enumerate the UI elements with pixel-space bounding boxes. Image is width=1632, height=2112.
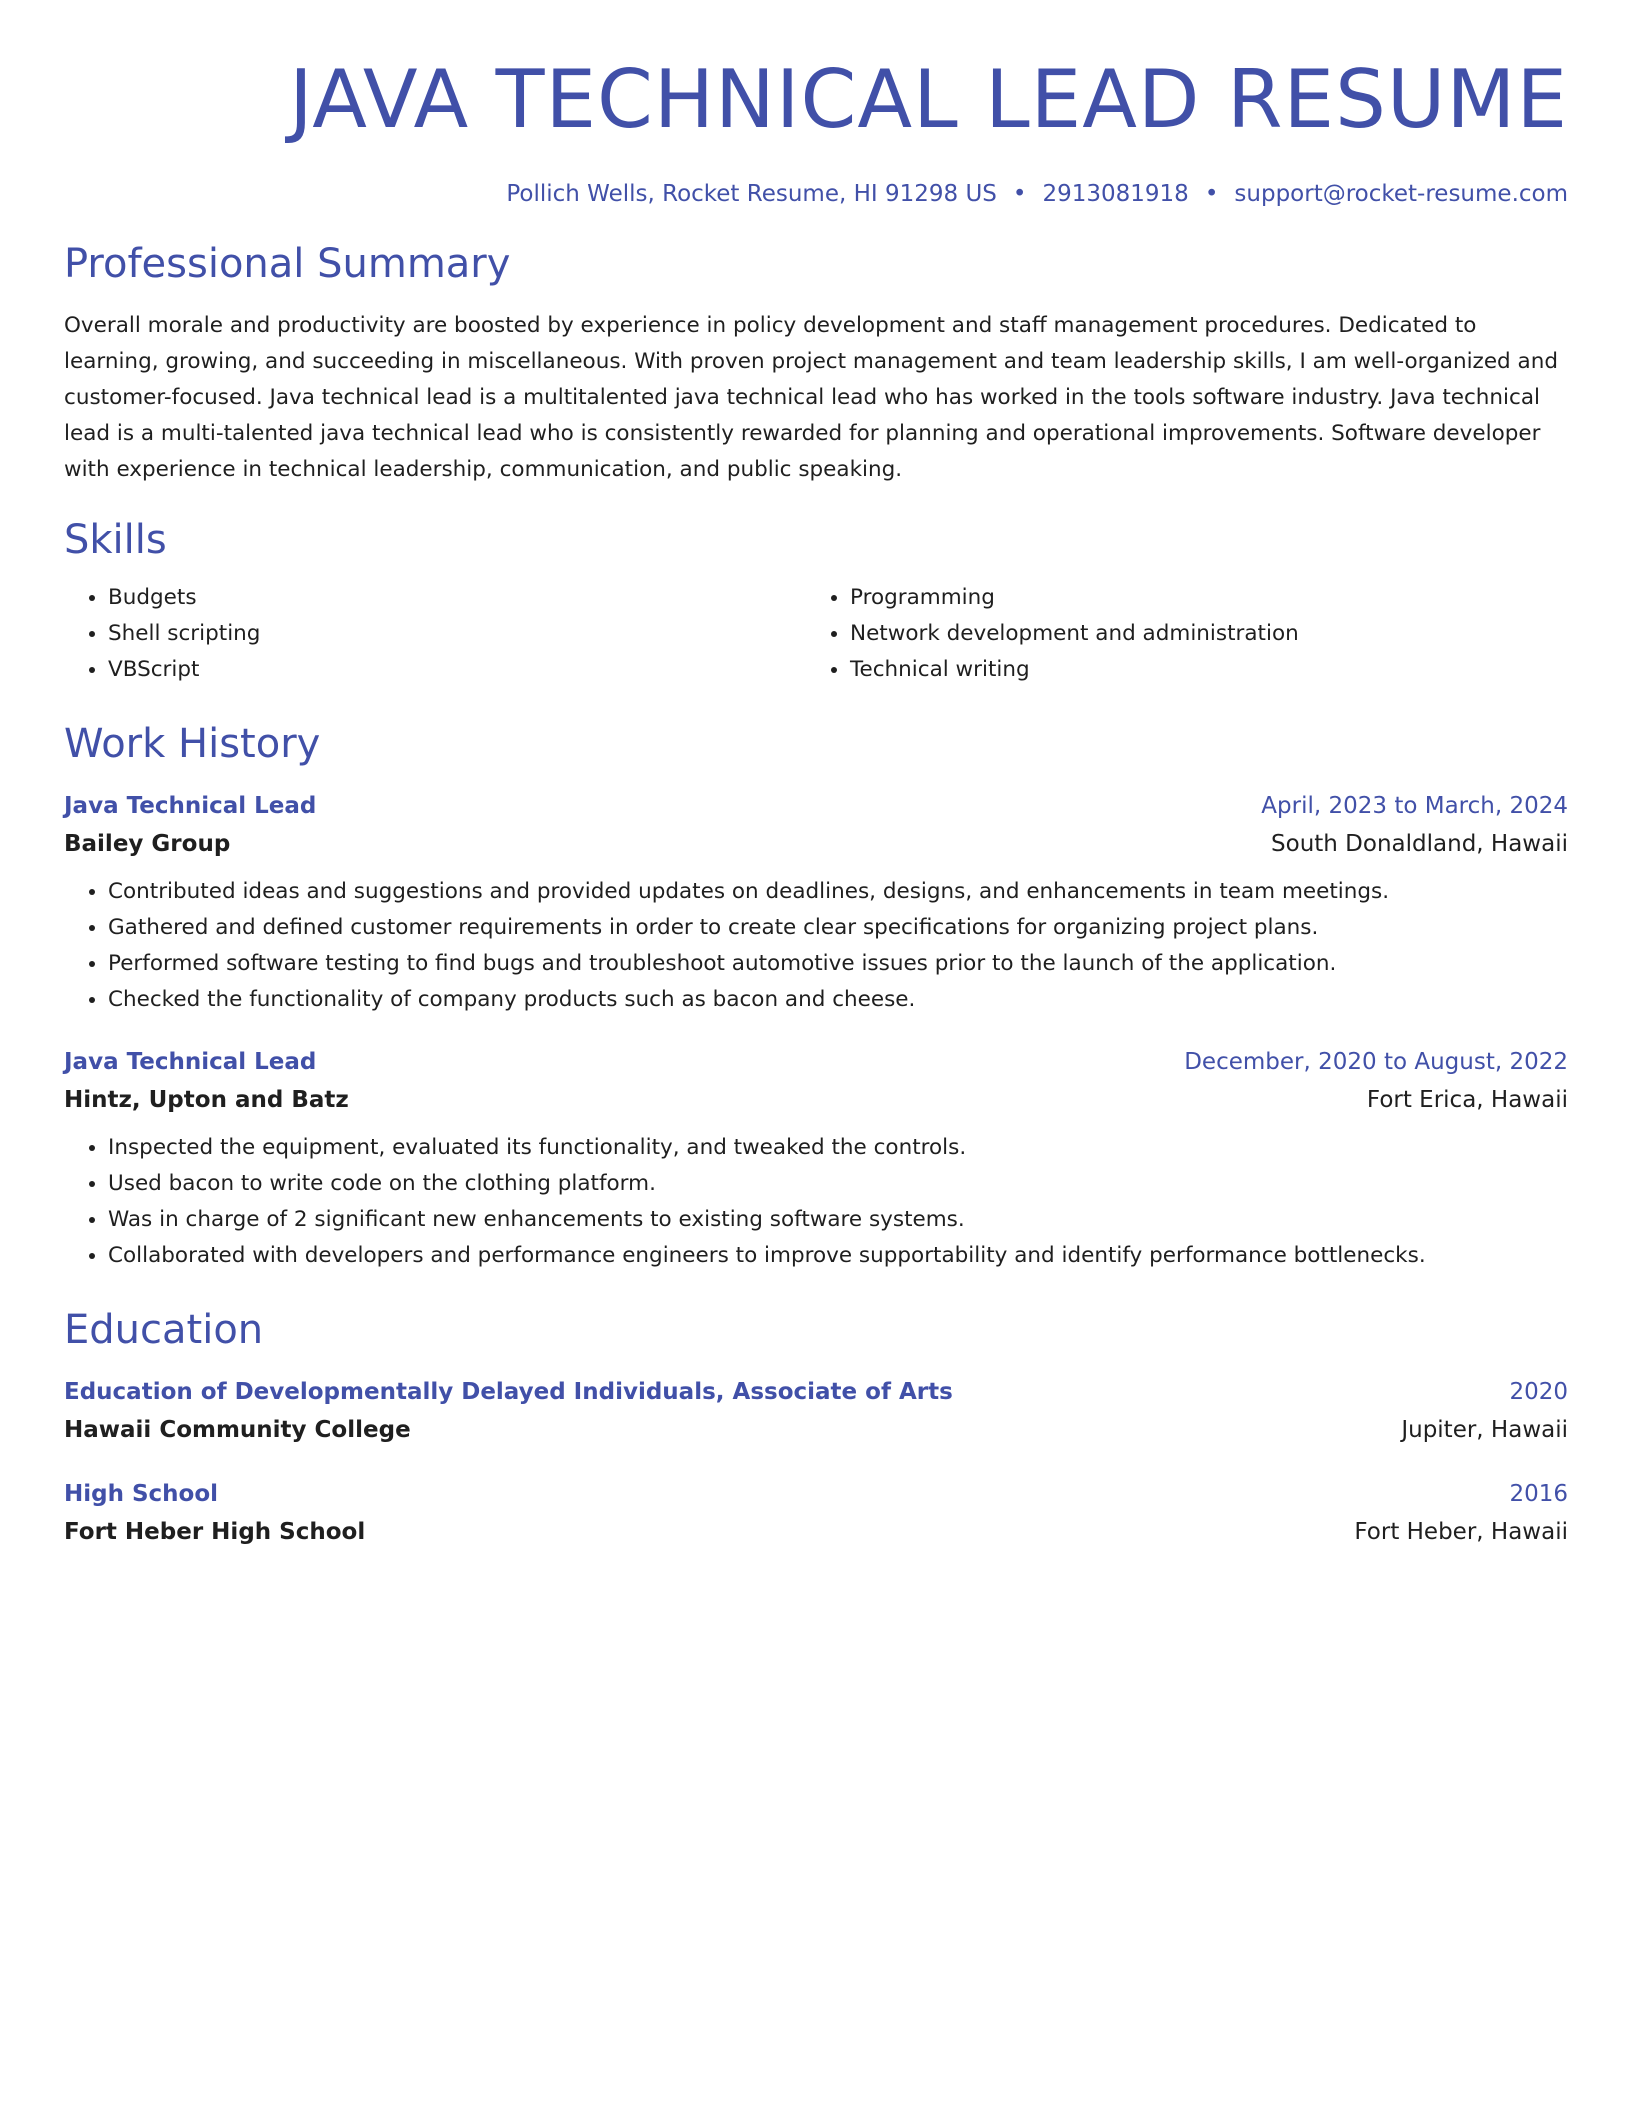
- job-bullets: [64, 874, 1568, 1018]
- skill-item: • Technical writing: [850, 652, 1548, 688]
- contact-line: [64, 178, 1568, 210]
- job-bullet: • Inspected the equipment, evaluated its functionality, and tweaked the controls.: [108, 1130, 1568, 1166]
- job-title-row: [64, 788, 1568, 824]
- job-bullet: • Used bacon to write code on the clothing platform.: [108, 1166, 1568, 1202]
- education-school-row: [64, 1410, 1568, 1450]
- work-history-section: [64, 718, 1568, 1274]
- job-entry: [64, 1044, 1568, 1274]
- job-location: Fort Erica, Hawaii: [1366, 1087, 1568, 1113]
- job-dates: December, 2020 to August, 2022: [1184, 1049, 1568, 1075]
- section-heading-summary: Professional Summary: [64, 241, 511, 287]
- job-title-row: [64, 1044, 1568, 1080]
- job-entry: [64, 788, 1568, 1018]
- education-year: 2020: [1509, 1379, 1568, 1405]
- skills-grid: [64, 580, 1568, 688]
- skills-section: [64, 514, 1568, 688]
- contact-phone: 2913081918: [1042, 181, 1189, 207]
- section-heading-education: Education: [64, 1307, 264, 1353]
- contact-separator: •: [1012, 181, 1027, 207]
- job-bullets: [64, 1130, 1568, 1274]
- job-title: Java Technical Lead: [64, 793, 317, 819]
- job-bullet: • Gathered and defined customer requirements in order to create clear specifications for organizing project plans.: [108, 910, 1568, 946]
- skill-item: • Budgets: [108, 580, 806, 616]
- job-bullet: • Performed software testing to find bugs and troubleshoot automotive issues prior to the launch of the application.: [108, 946, 1568, 982]
- education-location: Fort Heber, Hawaii: [1354, 1519, 1568, 1545]
- job-company: Hintz, Upton and Batz: [64, 1087, 349, 1113]
- job-bullet: • Was in charge of 2 significant new enhancements to existing software systems.: [108, 1202, 1568, 1238]
- education-entry: [64, 1476, 1568, 1552]
- skills-column-left: [64, 580, 806, 688]
- job-company-row: [64, 824, 1568, 864]
- skill-item: • Shell scripting: [108, 616, 806, 652]
- skill-item: • VBScript: [108, 652, 806, 688]
- section-heading-work-history: Work History: [64, 721, 321, 767]
- contact-separator: •: [1204, 181, 1219, 207]
- job-location: South Donaldland, Hawaii: [1271, 831, 1568, 857]
- professional-summary-section: [64, 238, 1568, 488]
- contact-email: support@rocket-resume.com: [1234, 181, 1568, 207]
- education-school-row: [64, 1512, 1568, 1552]
- education-entry: [64, 1374, 1568, 1450]
- resume-title: JAVA TECHNICAL LEAD RESUME: [289, 53, 1568, 146]
- job-bullet: • Checked the functionality of company products such as bacon and cheese.: [108, 982, 1568, 1018]
- education-year: 2016: [1509, 1481, 1568, 1507]
- education-degree-row: [64, 1476, 1568, 1512]
- job-bullet: • Collaborated with developers and performance engineers to improve supportability and identify performance bottlenecks.: [108, 1238, 1568, 1274]
- resume-header: [64, 0, 1568, 210]
- job-dates: April, 2023 to March, 2024: [1261, 793, 1568, 819]
- section-heading-skills: Skills: [64, 517, 167, 563]
- skill-item: • Network development and administration: [850, 616, 1548, 652]
- education-school: Hawaii Community College: [64, 1417, 411, 1443]
- job-company-row: [64, 1080, 1568, 1120]
- job-bullet: • Contributed ideas and suggestions and provided updates on deadlines, designs, and enhancements in team meetings.: [108, 874, 1568, 910]
- education-degree: High School: [64, 1481, 219, 1507]
- education-degree: Education of Developmentally Delayed Individuals, Associate of Arts: [64, 1379, 953, 1405]
- education-location: Jupiter, Hawaii: [1401, 1417, 1568, 1443]
- education-degree-row: [64, 1374, 1568, 1410]
- skills-column-right: [806, 580, 1548, 688]
- education-section: [64, 1304, 1568, 1552]
- job-company: Bailey Group: [64, 831, 231, 857]
- skill-item: • Programming: [850, 580, 1548, 616]
- summary-text: Overall morale and productivity are boosted by experience in policy development and staff management procedures. Dedicated to learning, growing, and succeeding in miscellaneous. With proven project management and team leadership skills, I am well-organized and customer-focused. Java technical lead is a multitalented java technical lead who has worked in the tools software industry. Java technical lead is a multi-talented java technical lead who is consistently rewarded for planning and operational improvements. Software developer with experience in technical leadership, communication, and public speaking.: [64, 313, 1558, 482]
- education-school: Fort Heber High School: [64, 1519, 366, 1545]
- job-title: Java Technical Lead: [64, 1049, 317, 1075]
- contact-address: Pollich Wells, Rocket Resume, HI 91298 US: [506, 181, 997, 207]
